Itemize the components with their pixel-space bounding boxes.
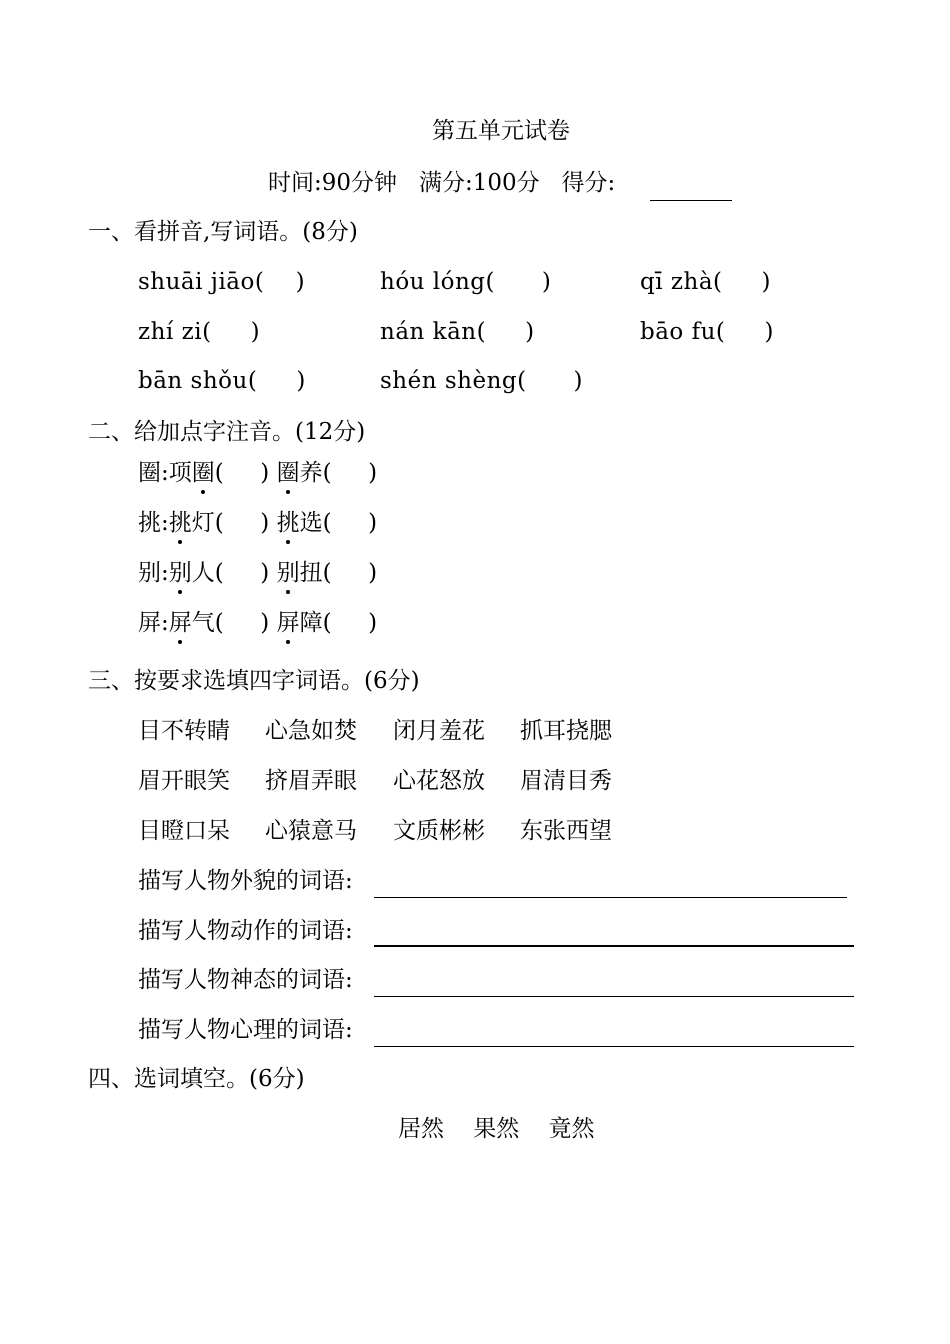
word-char: 选 — [299, 510, 323, 536]
dotted-char: 别 — [276, 560, 300, 586]
page-title: 第五单元试卷 — [432, 118, 570, 144]
idiom: 眉清目秀 — [520, 768, 612, 794]
idiom: 挤眉弄眼 — [265, 768, 357, 794]
pinyin-item[interactable]: bān shǒu( ) — [138, 368, 306, 394]
idiom: 心猿意马 — [265, 818, 357, 844]
idiom: 闭月羞花 — [393, 718, 485, 744]
answer-line-action[interactable] — [374, 945, 854, 947]
word-char: 养 — [299, 460, 323, 486]
full-score: 满分:100分 — [418, 170, 540, 196]
polyphone-row — [138, 508, 377, 538]
answer-blank[interactable]: ( ) — [214, 560, 270, 586]
dotted-char: 屏 — [276, 610, 300, 636]
answer-blank[interactable]: ( ) — [322, 610, 378, 636]
idiom: 目不转睛 — [138, 718, 230, 744]
word-char: 气 — [191, 610, 215, 636]
polyphone-row — [138, 608, 377, 638]
polyphone-char: 别: — [138, 560, 169, 586]
word-char: 项 — [168, 460, 192, 486]
dotted-char: 挑 — [276, 510, 300, 536]
answer-blank[interactable]: ( ) — [214, 610, 270, 636]
polyphone-char: 圈: — [138, 460, 169, 486]
dotted-char: 挑 — [168, 510, 192, 536]
time-limit: 时间:90分钟 — [268, 170, 398, 196]
score-blank[interactable] — [650, 200, 732, 201]
answer-blank[interactable]: ( ) — [214, 460, 270, 486]
score-label: 得分: — [561, 170, 616, 196]
idiom: 文质彬彬 — [393, 818, 485, 844]
word-char: 扭 — [299, 560, 323, 586]
section-3-heading: 三、按要求选填四字词语。(6分) — [88, 668, 420, 694]
word-char: 障 — [299, 610, 323, 636]
pinyin-item[interactable]: shén shèng( ) — [380, 368, 583, 394]
prompt-appearance: 描写人物外貌的词语: — [138, 868, 353, 894]
pinyin-item[interactable]: nán kān( ) — [380, 319, 535, 345]
dotted-char: 别 — [168, 560, 192, 586]
prompt-psychology: 描写人物心理的词语: — [138, 1017, 353, 1043]
prompt-action: 描写人物动作的词语: — [138, 918, 353, 944]
exam-meta — [268, 168, 615, 198]
idiom: 目瞪口呆 — [138, 818, 230, 844]
pinyin-item[interactable]: bāo fu( ) — [640, 319, 774, 345]
idiom: 抓耳挠腮 — [520, 718, 612, 744]
dotted-char: 屏 — [168, 610, 192, 636]
pinyin-item[interactable]: qī zhà( ) — [640, 269, 772, 295]
polyphone-row — [138, 558, 377, 588]
answer-blank[interactable]: ( ) — [322, 460, 378, 486]
idiom: 东张西望 — [520, 818, 612, 844]
pinyin-item[interactable]: hóu lóng( ) — [380, 269, 552, 295]
answer-line-appearance[interactable] — [374, 897, 847, 898]
idiom: 心急如焚 — [265, 718, 357, 744]
section-1-heading: 一、看拼音,写词语。(8分) — [88, 219, 358, 245]
answer-blank[interactable]: ( ) — [322, 510, 378, 536]
word-char: 灯 — [191, 510, 215, 536]
polyphone-char: 屏: — [138, 610, 169, 636]
dotted-char: 圈 — [276, 460, 300, 486]
word-char: 人 — [191, 560, 215, 586]
answer-line-expression[interactable] — [374, 996, 854, 997]
section-2-heading: 二、给加点字注音。(12分) — [88, 419, 366, 445]
polyphone-row — [138, 458, 377, 488]
pinyin-item[interactable]: zhí zi( ) — [138, 319, 261, 345]
dotted-char: 圈 — [191, 460, 215, 486]
prompt-expression: 描写人物神态的词语: — [138, 967, 353, 993]
polyphone-char: 挑: — [138, 510, 169, 536]
answer-line-psychology[interactable] — [374, 1046, 854, 1047]
word-choices: 居然 果然 竟然 — [398, 1116, 595, 1142]
idiom: 眉开眼笑 — [138, 768, 230, 794]
section-4-heading: 四、选词填空。(6分) — [88, 1066, 305, 1092]
idiom: 心花怒放 — [393, 768, 485, 794]
answer-blank[interactable]: ( ) — [214, 510, 270, 536]
pinyin-item[interactable]: shuāi jiāo( ) — [138, 269, 306, 295]
answer-blank[interactable]: ( ) — [322, 560, 378, 586]
